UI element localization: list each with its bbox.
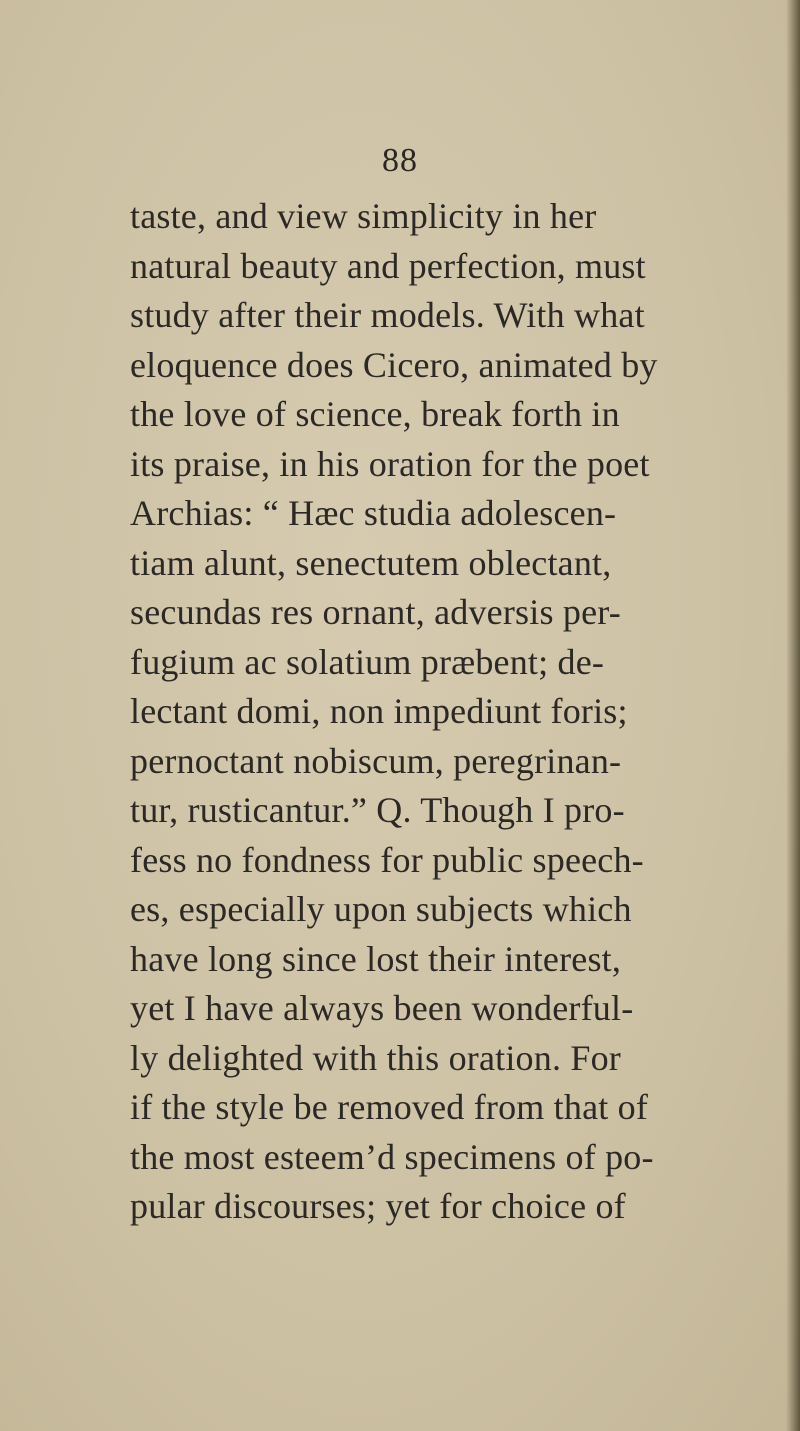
page-number: 88 — [382, 142, 418, 179]
text-line: fess no fondness for public speech- — [130, 839, 644, 880]
text-line: es, especially upon subjects which — [130, 889, 632, 929]
text-line: eloquence does Cicero, animated by — [130, 344, 658, 385]
text-line: if the style be removed from that of — [130, 1087, 649, 1127]
text-line: pernoctant nobiscum, peregrinan- — [130, 740, 622, 781]
text-line: tur, rusticantur.” Q. Though I pro- — [130, 790, 625, 830]
text-line: Archias: “ Hæc studia adolescen- — [130, 493, 617, 533]
text-line: yet I have always been wonderful- — [130, 988, 634, 1028]
text-line: pular discourses; yet for choice of — [130, 1186, 626, 1226]
text-line: ly delighted with this oration. For — [130, 1037, 621, 1078]
body-text — [130, 192, 730, 1232]
text-line: tiam alunt, senectutem oblectant, — [130, 542, 612, 583]
text-line: the love of science, break forth in — [130, 394, 620, 434]
text-line: its praise, in his oration for the poet — [130, 443, 650, 484]
text-line: secundas res ornant, adversis per- — [130, 592, 621, 632]
text-line: fugium ac solatium præbent; de- — [130, 641, 605, 682]
text-line: study after their models. With what — [130, 295, 645, 335]
text-line: natural beauty and perfection, must — [130, 245, 646, 286]
text-line: the most esteem’d specimens of po- — [130, 1136, 654, 1177]
text-line: taste, and view simplicity in her — [130, 196, 597, 236]
page-edge-shadow — [786, 0, 800, 1431]
text-line: have long since lost their interest, — [130, 938, 622, 979]
text-line: lectant domi, non impediunt foris; — [130, 691, 628, 731]
